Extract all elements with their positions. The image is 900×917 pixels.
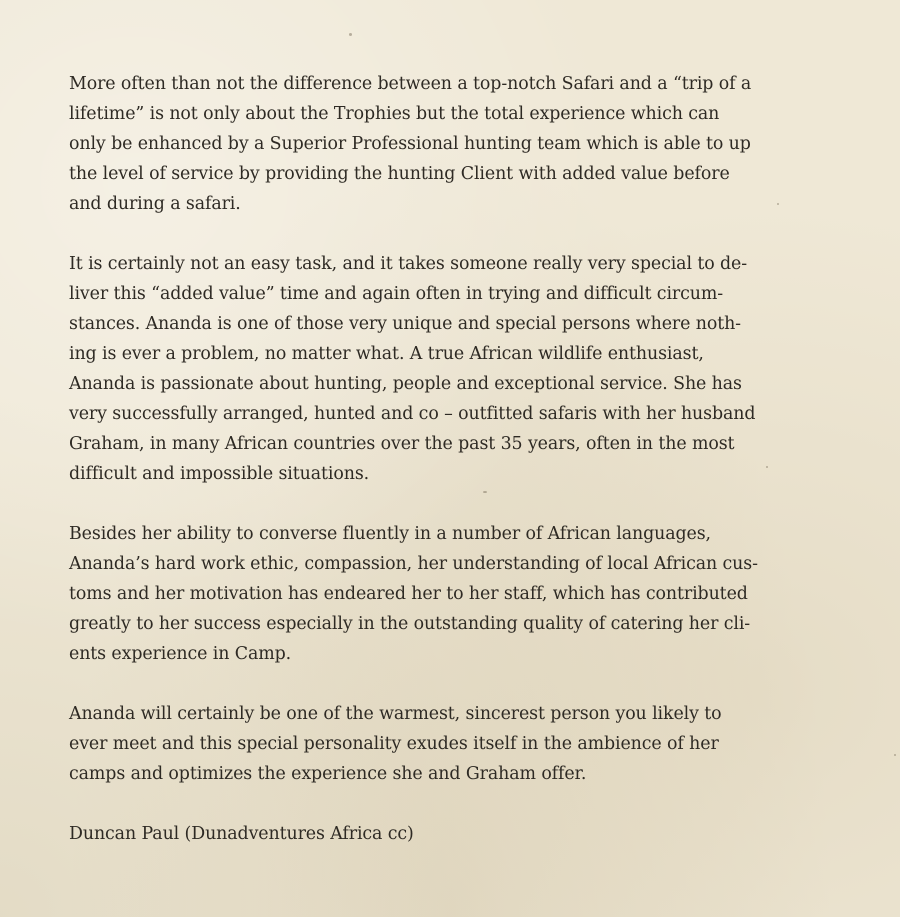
paper-speck	[483, 491, 487, 493]
paper-speck	[777, 203, 779, 205]
paragraph-ananda-special: It is certainly not an easy task, and it takes someone really very special to de- liver this “added value” time and again often in trying and difficult circum- stances. Ananda is one of those very unique and special persons where noth- ing is ever a problem, no matter what. A true African wildlife enthusiast, Ananda is passionate about hunting, people and exceptional service. She has very successfully arranged, hunted and co – outfitted safaris with her husband Graham, in many African countries over the past 35 years, often in the most difficult and impossible situations.	[69, 254, 756, 484]
signature: Duncan Paul (Dunadventures Africa cc)	[69, 824, 414, 844]
paper-speck	[766, 466, 768, 468]
paragraph-intro: More often than not the difference between a top-notch Safari and a “trip of a lifetime” is not only about the Trophies but the total experience which can only be enhanced by a Superior Professional hunting team which is able to up the level of service by providing the hunting Client with added value before and during a safari.	[69, 74, 752, 214]
paper-speck	[349, 33, 352, 36]
paragraph-languages: Besides her ability to converse fluently in a number of African languages, Ananda’s hard work ethic, compassion, her understanding of local African cus- toms and her motivation has endeared her to her staff, which has contributed greatly to her success especially in the outstanding quality of catering her cli- ents experience in Camp.	[69, 524, 758, 664]
paragraph-warmest: Ananda will certainly be one of the warmest, sincerest person you likely to ever meet and this special personality exudes itself in the ambience of her camps and optimizes the experience she and Graham offer.	[69, 704, 722, 784]
paper-speck	[894, 754, 896, 756]
